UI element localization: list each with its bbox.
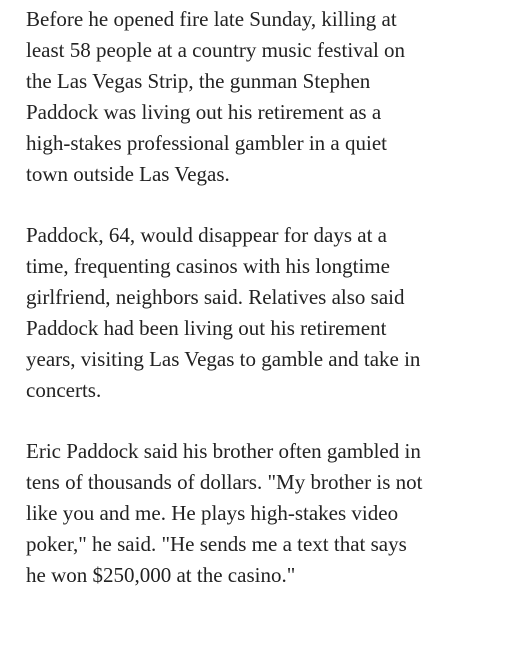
paragraph-line: concerts. (26, 378, 102, 402)
paragraph-line: Before he opened fire late Sunday, killing at (26, 7, 397, 31)
paragraph-line: years, visiting Las Vegas to gamble and take in (26, 347, 421, 371)
paragraph-line: time, frequenting casinos with his longtime (26, 254, 390, 278)
paragraph-line: Paddock, 64, would disappear for days at a (26, 223, 387, 247)
paragraph-line: the Las Vegas Strip, the gunman Stephen (26, 69, 371, 93)
paragraph-line: least 58 people at a country music festival on (26, 38, 406, 62)
paragraph-line: poker," he said. "He sends me a text that says (26, 532, 407, 556)
paragraph-2 (26, 220, 526, 406)
paragraph-line: tens of thousands of dollars. "My brother is not (26, 470, 423, 494)
paragraph-line: high-stakes professional gambler in a quiet (26, 131, 387, 155)
article-body (26, 4, 526, 591)
paragraph-line: Paddock was living out his retirement as a (26, 100, 382, 124)
paragraph-line: Paddock had been living out his retirement (26, 316, 387, 340)
paragraph-3 (26, 436, 526, 591)
paragraph-line: he won $250,000 at the casino." (26, 563, 296, 587)
paragraph-line: like you and me. He plays high-stakes video (26, 501, 399, 525)
paragraph-line: Eric Paddock said his brother often gambled in (26, 439, 421, 463)
paragraph-line: town outside Las Vegas. (26, 162, 230, 186)
paragraph-1 (26, 4, 526, 190)
paragraph-line: girlfriend, neighbors said. Relatives also said (26, 285, 405, 309)
